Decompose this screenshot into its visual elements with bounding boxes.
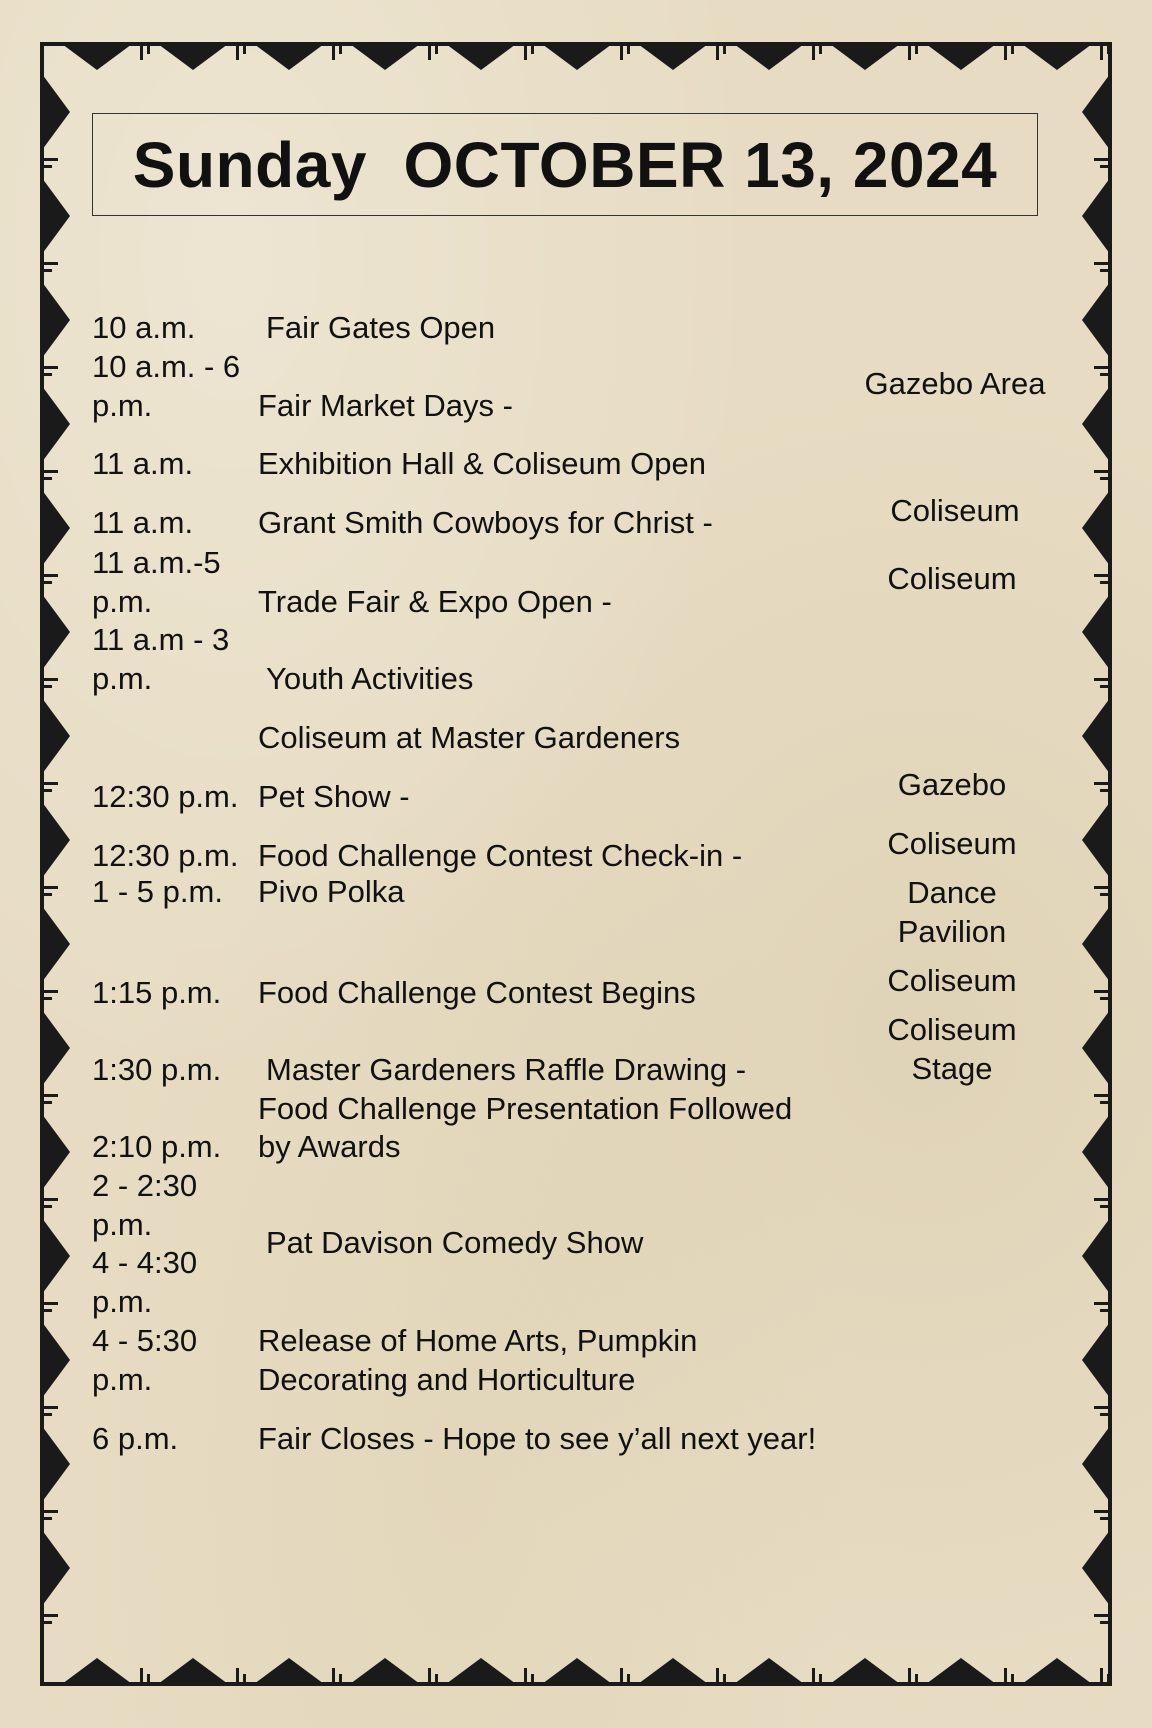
border-tick [812, 1668, 815, 1684]
time-label: 11 a.m. [92, 505, 194, 540]
location-label: Coliseum [890, 493, 1020, 528]
border-triangle [830, 1658, 900, 1684]
border-triangle [1082, 386, 1110, 462]
time-label: 1 - 5 p.m. [92, 874, 223, 909]
border-triangle [42, 1530, 70, 1606]
border-tick [1094, 262, 1110, 265]
border-tick [908, 44, 911, 60]
border-tick [42, 782, 58, 785]
border-triangle [1082, 1010, 1110, 1086]
event-label: by Awards [258, 1129, 401, 1164]
border-triangle [1082, 74, 1110, 150]
border-triangle [42, 1218, 70, 1294]
border-tick [908, 1668, 911, 1684]
border-triangle [158, 1658, 228, 1684]
border-tick [812, 44, 815, 60]
border-triangle [42, 802, 70, 878]
border-tick [1094, 990, 1110, 993]
border-triangle [1082, 282, 1110, 358]
border-tick [42, 678, 58, 681]
event-label: Youth Activities [266, 661, 474, 696]
border-triangle [1082, 1114, 1110, 1190]
border-triangle [42, 282, 70, 358]
location-label: Coliseum [887, 963, 1017, 998]
border-triangle [1082, 594, 1110, 670]
time-label: 6 p.m. [92, 1421, 179, 1456]
border-tick [42, 158, 58, 161]
event-label: Trade Fair & Expo Open - [258, 584, 612, 619]
border-tick [42, 990, 58, 993]
border-triangle [42, 594, 70, 670]
location-label: Stage [911, 1051, 993, 1086]
border-triangle [1082, 1218, 1110, 1294]
border-tick [1094, 886, 1110, 889]
border-tick [42, 1406, 58, 1409]
border-tick [1094, 678, 1110, 681]
border-tick [428, 1668, 431, 1684]
border-triangle [42, 1114, 70, 1190]
border-tick [42, 366, 58, 369]
border-tick [1094, 1198, 1110, 1201]
location-label: Pavilion [897, 914, 1007, 949]
time-label: 4 - 5:30 [92, 1323, 198, 1358]
border-tick [236, 44, 239, 60]
location-label: Coliseum [887, 561, 1017, 596]
border-triangle [42, 386, 70, 462]
border-tick [1004, 44, 1007, 60]
border-triangle [42, 74, 70, 150]
location-label: Dance [907, 875, 997, 910]
border-tick [620, 44, 623, 60]
border-tick [716, 1668, 719, 1684]
border-triangle [1022, 1658, 1092, 1684]
time-label: 12:30 p.m. [92, 779, 239, 814]
event-label: Coliseum at Master Gardeners [258, 720, 681, 755]
border-tick [1094, 366, 1110, 369]
event-label: Food Challenge Presentation Followed [258, 1091, 793, 1126]
border-triangle [42, 1010, 70, 1086]
time-label: 11 a.m.-5 [92, 545, 221, 580]
event-label: Pat Davison Comedy Show [266, 1225, 644, 1260]
border-tick [42, 574, 58, 577]
event-label: Pivo Polka [258, 874, 405, 909]
time-label: 1:30 p.m. [92, 1052, 222, 1087]
event-label: Release of Home Arts, Pumpkin [258, 1323, 698, 1358]
border-tick [1094, 1614, 1110, 1617]
time-label: 11 a.m - 3 [92, 622, 230, 657]
border-triangle [62, 1658, 132, 1684]
border-triangle [1082, 490, 1110, 566]
border-tick [1004, 1668, 1007, 1684]
border-tick [42, 470, 58, 473]
border-tick [428, 44, 431, 60]
border-triangle [42, 698, 70, 774]
border-triangle [446, 1658, 516, 1684]
border-tick [1094, 470, 1110, 473]
border-tick [1100, 1668, 1103, 1684]
border-tick [332, 1668, 335, 1684]
border-triangle [1082, 1322, 1110, 1398]
border-tick [1094, 158, 1110, 161]
event-label: Decorating and Horticulture [258, 1362, 636, 1397]
time-label: p.m. [92, 1284, 153, 1319]
border-tick [140, 44, 143, 60]
border-tick [1100, 44, 1103, 60]
border-triangle [42, 1322, 70, 1398]
border-tick [42, 1198, 58, 1201]
border-tick [1094, 1302, 1110, 1305]
border-triangle [1082, 906, 1110, 982]
event-label: Exhibition Hall & Coliseum Open [258, 446, 706, 481]
time-label: 12:30 p.m. [92, 838, 239, 873]
border-tick [524, 44, 527, 60]
border-triangle [638, 1658, 708, 1684]
border-triangle [1082, 1530, 1110, 1606]
event-label: Food Challenge Contest Begins [258, 975, 696, 1010]
border-triangle [1082, 698, 1110, 774]
time-label: p.m. [92, 584, 153, 619]
event-label: Pet Show - [258, 779, 410, 814]
border-tick [1094, 1094, 1110, 1097]
location-label: Gazebo Area [864, 366, 1046, 401]
time-label: p.m. [92, 661, 153, 696]
time-label: 2:10 p.m. [92, 1129, 222, 1164]
time-label: p.m. [92, 1207, 153, 1242]
border-tick [524, 1668, 527, 1684]
border-tick [236, 1668, 239, 1684]
border-triangle [1082, 802, 1110, 878]
time-label: 10 a.m. - 6 [92, 349, 241, 384]
border-tick [1094, 1406, 1110, 1409]
event-label: Food Challenge Contest Check-in - [258, 838, 743, 873]
time-label: p.m. [92, 1362, 153, 1397]
location-label: Coliseum [887, 1012, 1017, 1047]
border-tick [620, 1668, 623, 1684]
border-tick [42, 1510, 58, 1513]
border-triangle [42, 1426, 70, 1502]
event-label: Master Gardeners Raffle Drawing - [266, 1052, 747, 1087]
time-label: 4 - 4:30 [92, 1245, 198, 1280]
border-triangle [1082, 178, 1110, 254]
event-label: Fair Market Days - [258, 388, 513, 423]
border-tick [140, 1668, 143, 1684]
border-tick [716, 44, 719, 60]
time-label: 11 a.m. [92, 446, 194, 481]
border-triangle [1082, 1426, 1110, 1502]
border-tick [332, 44, 335, 60]
time-label: 2 - 2:30 [92, 1168, 198, 1203]
title-box [92, 113, 1038, 216]
event-label: Fair Closes - Hope to see y’all next year! [258, 1421, 817, 1456]
border-triangle [350, 1658, 420, 1684]
location-label: Coliseum [887, 826, 1017, 861]
event-label: Grant Smith Cowboys for Christ - [258, 505, 713, 540]
border-tick [42, 1614, 58, 1617]
border-tick [1094, 782, 1110, 785]
border-tick [1094, 574, 1110, 577]
border-tick [42, 886, 58, 889]
border-tick [42, 1094, 58, 1097]
location-label: Gazebo [897, 767, 1007, 802]
event-label: Fair Gates Open [266, 310, 496, 345]
time-label: 10 a.m. [92, 310, 196, 345]
time-label: p.m. [92, 388, 153, 423]
page-title: Sunday OCTOBER 13, 2024 [132, 128, 998, 201]
time-label: 1:15 p.m. [92, 975, 222, 1010]
border-triangle [926, 1658, 996, 1684]
border-tick [42, 262, 58, 265]
border-tick [1094, 1510, 1110, 1513]
border-triangle [42, 906, 70, 982]
border-triangle [42, 178, 70, 254]
border-triangle [254, 1658, 324, 1684]
border-tick [42, 1302, 58, 1305]
border-triangle [542, 1658, 612, 1684]
border-triangle [734, 1658, 804, 1684]
border-triangle [42, 490, 70, 566]
